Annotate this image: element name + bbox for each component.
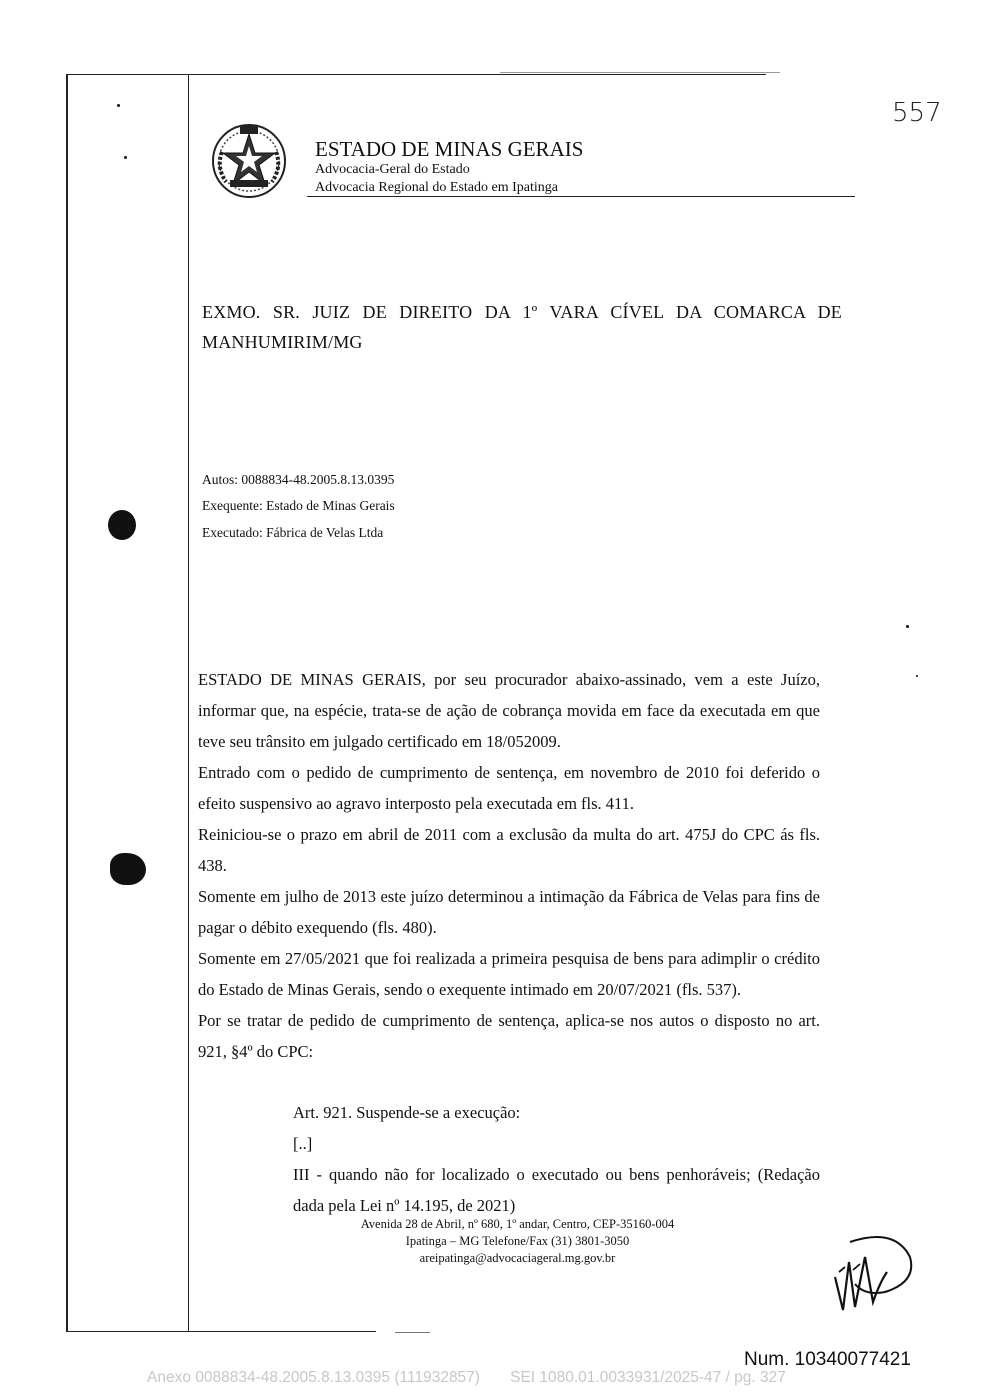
top-border-line-faint (500, 72, 780, 73)
speck (117, 104, 120, 107)
speck (124, 156, 127, 159)
document-number: Num. 10340077421 (744, 1349, 911, 1370)
page-number: 557 (892, 98, 942, 128)
bottom-border-line (66, 1331, 376, 1332)
handwritten-signature (825, 1222, 920, 1317)
body-paragraph: Somente em julho de 2013 este juízo determinou a intimação da Fábrica de Velas para fins de pagar o débito exequendo (fls. 480). (198, 887, 820, 937)
annex-reference: Anexo 0088834-48.2005.8.13.0395 (111932857) SEI 1080.01.0033931/2025-47 / pg. 327 (147, 1369, 786, 1386)
header-subtitle-agency: Advocacia-Geral do Estado (315, 162, 470, 177)
top-border-line (66, 74, 766, 75)
case-executado: Executado: Fábrica de Velas Ltda (202, 525, 384, 540)
header-underline (307, 196, 855, 197)
left-inner-border (188, 74, 189, 1332)
law-quote (293, 1097, 820, 1221)
footer-email: areipatinga@advocaciageral.mg.gov.br (419, 1251, 616, 1265)
punch-hole-mark (110, 853, 146, 885)
body-paragraph: Somente em 27/05/2021 que foi realizada a primeira pesquisa de bens para adimplir o crédito do Estado de Minas Gerais, sendo o exequente intimado em 20/07/2021 (fls. 537). (198, 949, 820, 999)
case-autos: Autos: 0088834-48.2005.8.13.0395 (202, 472, 395, 487)
quote-line: III - quando não for localizado o executado ou bens penhoráveis; (Redação dada pela Lei nº 14.195, de 2021) (293, 1165, 820, 1215)
header-title: ESTADO DE MINAS GERAIS (315, 137, 584, 161)
speck (906, 625, 909, 628)
addressee: EXMO. SR. JUIZ DE DIREITO DA 1º VARA CÍVEL DA COMARCA DE MANHUMIRIM/MG (202, 302, 842, 352)
case-exequente: Exequente: Estado de Minas Gerais (202, 498, 395, 513)
quote-line: Art. 921. Suspende-se a execução: (293, 1103, 521, 1122)
body-paragraph: Reiniciou-se o prazo em abril de 2011 com a exclusão da multa do art. 475J do CPC ás fls. 438. (198, 825, 820, 875)
footer-phone: Ipatinga – MG Telefone/Fax (31) 3801-3050 (405, 1234, 630, 1248)
left-outer-border (66, 74, 68, 1332)
state-seal-icon (210, 122, 288, 200)
bottom-border-dash (395, 1332, 430, 1333)
body-paragraph: Entrado com o pedido de cumprimento de sentença, em novembro de 2010 foi deferido o efeito suspensivo ao agravo interposto pela executada em fls. 411. (198, 763, 820, 813)
petition-body (198, 664, 820, 1067)
footer-street: Avenida 28 de Abril, nº 680, 1º andar, Centro, CEP-35160-004 (360, 1217, 675, 1231)
body-paragraph: ESTADO DE MINAS GERAIS, por seu procurador abaixo-assinado, vem a este Juízo, informar que, na espécie, trata-se de ação de cobrança movida em face da executada em que teve seu trânsito em julgado certificado em 18/052009. (198, 670, 820, 751)
body-paragraph: Por se tratar de pedido de cumprimento de sentença, aplica-se nos autos o disposto no art. 921, §4º do CPC: (198, 1011, 820, 1061)
punch-hole-mark (108, 510, 136, 540)
header-subtitle-office: Advocacia Regional do Estado em Ipatinga (315, 180, 558, 195)
quote-line: [..] (293, 1134, 313, 1153)
speck (916, 675, 918, 677)
